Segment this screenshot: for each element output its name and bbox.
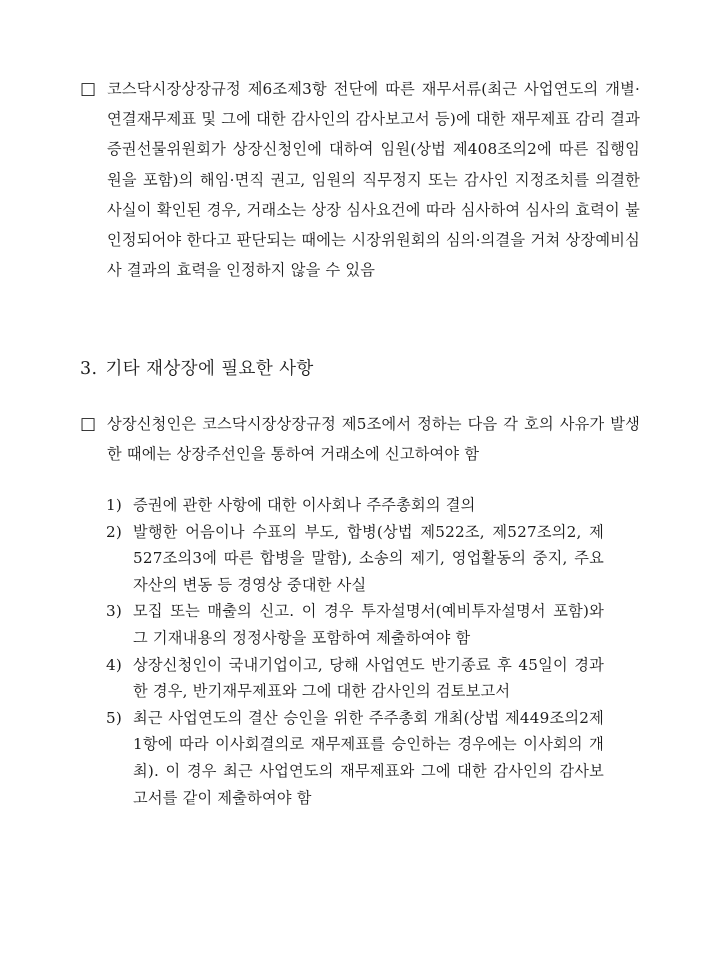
list-item-number: 1) xyxy=(106,496,122,514)
list-item xyxy=(106,492,604,519)
section-title: 기타 재상장에 필요한 사항 xyxy=(105,359,314,379)
section-number: 3. xyxy=(80,359,98,379)
list-item-text: 증권에 관한 사항에 대한 이사회나 주주총회의 결의 xyxy=(133,496,476,514)
list-item xyxy=(106,705,604,811)
checkbox-bullet-icon: □ xyxy=(80,414,97,434)
list-item-number: 2) xyxy=(106,522,122,541)
paragraph-text: 상장신청인은 코스닥시장상장규정 제5조에서 정하는 다음 각 호의 사유가 발생한 때에는 상장주선인을 통하여 거래소에 신고하여야 함 xyxy=(107,415,640,464)
list-item-text: 발행한 어음이나 수표의 부도, 합병(상법 제522조, 제527조의2, 제527조의3에 따른 합병을 말함), 소송의 제기, 영업활동의 중지, 주요자산의 변동 등 경영상 중대한 사실 xyxy=(133,522,604,594)
list-item-text: 최근 사업연도의 결산 승인을 위한 주주총회 개최(상법 제449조의2제1항에 따라 이사회결의로 재무제표를 승인하는 경우에는 이사회의 개최). 이 경우 최근 사업연도의 재무제표와 그에 대한 감사인의 감사보고서를 같이 제출하여야 함 xyxy=(133,708,604,807)
section-heading xyxy=(80,354,314,384)
reporting-items-list xyxy=(106,492,604,811)
checkbox-bullet-icon: □ xyxy=(80,79,97,99)
paragraph-reporting-duty xyxy=(80,409,640,469)
list-item xyxy=(106,652,604,705)
list-item xyxy=(106,519,604,599)
paragraph-reaudit-effect xyxy=(80,74,640,285)
list-item xyxy=(106,598,604,651)
list-item-text: 모집 또는 매출의 신고. 이 경우 투자설명서(예비투자설명서 포함)와 그 기재내용의 정정사항을 포함하여 제출하여야 함 xyxy=(133,602,604,647)
list-item-number: 5) xyxy=(106,708,122,727)
paragraph-text: 코스닥시장상장규정 제6조제3항 전단에 따른 재무서류(최근 사업연도의 개별·연결재무제표 및 그에 대한 감사인의 감사보고서 등)에 대한 재무제표 감리 결과 증권선물위원회가 상장신청인에 대하여 임원(상법 제408조의2에 따른 집행임원을 포함)의 해임·면직 권고, 임원의 직무정지 또는 감사인 지정조치를 의결한 사실이 확인된 경우, 거래소는 상장 심사요건에 따라 심사하여 심사의 효력이 불인정되어야 한다고 판단되는 때에는 시장위원회의 심의·의결을 거쳐 상장예비심사 결과의 효력을 인정하지 않을 수 있음 xyxy=(107,80,640,280)
list-item-text: 상장신청인이 국내기업이고, 당해 사업연도 반기종료 후 45일이 경과한 경우, 반기재무제표와 그에 대한 감사인의 검토보고서 xyxy=(133,655,604,701)
list-item-number: 3) xyxy=(106,602,122,621)
list-item-number: 4) xyxy=(106,655,122,674)
